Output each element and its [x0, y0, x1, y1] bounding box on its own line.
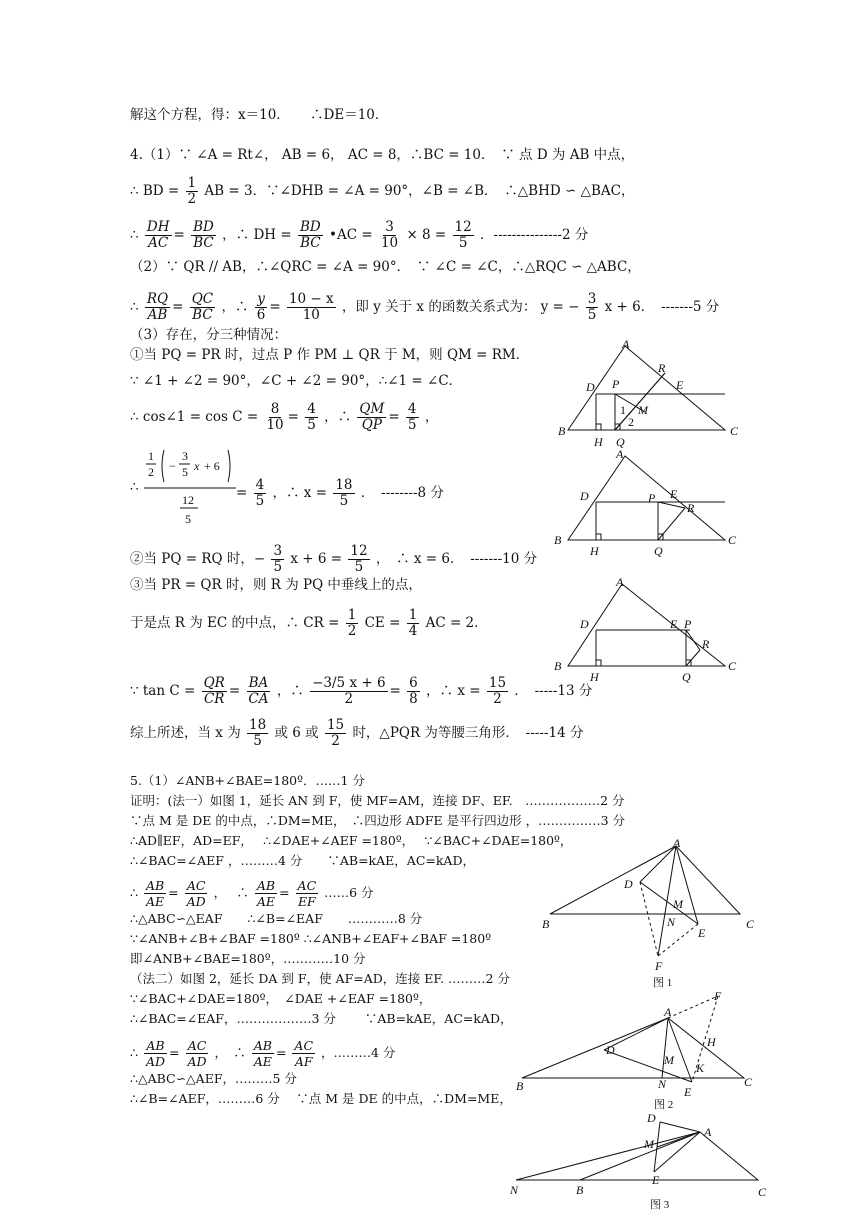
fraction: $\frac{4}{5}$ [255, 477, 265, 509]
svg-text:C: C [758, 1185, 767, 1199]
svg-text:图 1: 图 1 [653, 977, 673, 989]
text-line: ∵ ∠1 + ∠2 = 90°，∠C + ∠2 = 90°，∴∠1 = ∠C． [130, 373, 463, 389]
text-seg: CE = [364, 615, 401, 631]
svg-text:+ 6: + 6 [204, 459, 220, 473]
svg-text:F: F [714, 989, 722, 1003]
text-line: 证明：(法一）如图 1，延长 AN 到 F，使 MF=AM，连接 DF、EF. ………………2 分 [130, 793, 625, 808]
figure-1 [540, 836, 770, 992]
svg-text:2: 2 [628, 415, 634, 429]
text-line: （法二）如图 2，延长 DA 到 F，使 AF=AD，连接 EF. ………2 分 [130, 971, 510, 986]
svg-text:M: M [644, 1137, 654, 1151]
text-line: ∴ cos∠1 = cos C = $\frac{8}{10}$ = $\frac{4}{5}$ ，∴ $\frac{QM}{QP}$ = $\frac{4}{5}$ ， [130, 401, 439, 433]
text-seg: 综上所述，当 x 为 [130, 725, 241, 741]
fraction: $\frac{AB}{AE}$ [253, 1038, 272, 1069]
svg-text:B: B [516, 1079, 524, 1093]
text-seg: ，即 y 关于 x 的函数关系式为： y = − [341, 299, 580, 315]
fraction: $\frac{6}{8}$ [409, 675, 418, 707]
svg-text:E: E [698, 926, 706, 940]
fraction: $\frac{BA}{CA}$ [248, 675, 269, 707]
text-line: ∵∠ANB+∠B+∠BAF =180º ∴∠ANB+∠EAF+∠BAF =180º [130, 931, 492, 946]
svg-text:H: H [707, 1035, 716, 1049]
svg-text:M: M [673, 897, 683, 911]
fraction: $\frac{18}{5}$ [249, 717, 267, 749]
text-seg: ∴ [130, 885, 138, 900]
svg-text:1: 1 [148, 449, 154, 463]
text-seg: ……6 分 [324, 885, 374, 900]
svg-text:A: A [664, 1005, 672, 1019]
fraction: $\frac{RQ}{AB}$ [146, 291, 169, 323]
text-line [130, 176, 634, 207]
svg-text:Q: Q [654, 544, 663, 558]
fraction: $\frac{3}{5}$ [273, 543, 283, 575]
fraction: $\frac{QM}{QP}$ [359, 401, 385, 433]
svg-text:M: M [664, 1053, 674, 1067]
svg-text:D: D [647, 1112, 656, 1125]
text-seg: 时，△PQR 为等腰三角形． -----14 分 [352, 725, 584, 741]
text-seg: 或 6 或 [274, 725, 319, 741]
text-line: = $\frac{4}{5}$ ，∴ x = $\frac{18}{5}$ ． --------8 分 [236, 477, 444, 509]
svg-text:E: E [652, 1173, 660, 1187]
fraction: $\frac{12}{5}$ [454, 219, 472, 251]
svg-text:5: 5 [182, 465, 188, 479]
text-line: 即∠ANB+∠BAE=180º，…………10 分 [130, 951, 366, 966]
fraction: $\frac{4}{5}$ [407, 401, 417, 433]
figure-case3 [550, 574, 750, 686]
fraction: $\frac{AC}{AF}$ [294, 1038, 314, 1069]
text-seg: ∴ cos∠1 = cos C = [130, 409, 259, 425]
svg-text:x: x [194, 459, 200, 473]
text-line: （3）存在，分三种情况： [130, 327, 288, 343]
text-line: ∴ $\frac{DH}{AC}$ = $\frac{BD}{BC}$ ，∴ DH = $\frac{BD}{BC}$ •AC = $\frac{3}{10}$ × 8 = $\frac{12}{5}$ ．---------------2 分 [130, 219, 589, 251]
svg-text:P: P [648, 491, 656, 505]
svg-text:N: N [667, 915, 676, 929]
text-seg: × 8 = [406, 227, 447, 243]
svg-text:Q: Q [682, 670, 691, 684]
fraction: $\frac{AB}{AE}$ [256, 878, 276, 909]
text-line: ∴∠BAC=∠AEF ，………4 分 ∵AB=kAE，AC=kAD， [130, 853, 475, 868]
figure-2 [512, 988, 762, 1112]
fraction: $\frac{-3/5 x + 6}{2}$ [312, 675, 386, 707]
text-line: ∴ $\frac{AB}{AD}$ = $\frac{AC}{AD}$ ， ∴ $\frac{AB}{AE}$ = $\frac{AC}{AF}$ ，………4 分 [130, 1038, 396, 1069]
text-seg: ，∴ [324, 409, 352, 425]
fraction: $\frac{QC}{BC}$ [191, 291, 214, 323]
svg-text:图 3: 图 3 [650, 1199, 670, 1211]
svg-text:D: D [624, 877, 633, 891]
svg-text:A: A [704, 1125, 712, 1139]
text-seg: x + 6 = [290, 551, 343, 567]
fraction: $\frac{3}{10}$ [380, 219, 399, 251]
text-line: ∴AD∥EF，AD=EF， ∴∠DAE+∠AEF =180º， ∵∠BAC+∠DAE=180º， [130, 833, 573, 848]
svg-text:F: F [655, 959, 663, 973]
text-line: ∴△ABC∽△EAF ∴∠B=∠EAF …………8 分 [130, 911, 423, 926]
svg-text:A: A [673, 836, 681, 850]
text-line: ∴ $\frac{AB}{AE}$ = $\frac{AC}{AD}$ ， ∴ $\frac{AB}{AE}$ = $\frac{AC}{EF}$ ……6 分 [130, 878, 374, 909]
text-seg: ，∴ x = [426, 683, 481, 699]
fraction: $\frac{8}{10}$ [266, 401, 284, 433]
fraction: $\frac{AC}{AD}$ [186, 878, 206, 909]
text-seg: ． --------8 分 [360, 485, 444, 501]
svg-text:E: E [670, 617, 678, 631]
svg-text:R: R [687, 501, 695, 515]
fraction: $\frac{QR}{CR}$ [203, 675, 225, 707]
svg-text:C: C [746, 917, 755, 931]
text-line [130, 544, 537, 575]
text-seg: ∴ [130, 299, 139, 315]
text-seg: ，∴ x = [272, 485, 328, 501]
fraction: $\frac{DH}{AC}$ [146, 219, 170, 251]
svg-text:1: 1 [620, 403, 626, 417]
text-seg: •AC = [329, 227, 373, 243]
text-line: ∴△ABC∽△AEF，………5 分 [130, 1071, 297, 1086]
svg-text:A: A [616, 448, 624, 461]
svg-text:D: D [580, 617, 589, 631]
svg-text:12: 12 [182, 493, 194, 507]
fraction: $\frac{BD}{BC}$ [299, 219, 321, 251]
svg-text:B: B [576, 1183, 584, 1197]
label: A [622, 337, 630, 351]
text-seg: ， [424, 409, 439, 425]
text-line: （2）∵ QR // AB，∴∠QRC = ∠A = 90°． ∵ ∠C = ∠C，∴△RQC ∽ △ABC， [130, 259, 641, 275]
fraction: $\frac{10 - x}{10}$ [288, 291, 334, 323]
text-seg: ． -----13 分 [514, 683, 593, 699]
fraction: $\frac{1}{2}$ [187, 175, 197, 207]
text-line: ∵点 M 是 DE 的中点，∴DM=ME， ∴四边形 ADFE 是平行四边形 ，……………3 分 [130, 813, 626, 828]
svg-text:B: B [558, 424, 566, 438]
text-line: ∴∠BAC=∠EAF，………………3 分 ∵AB=kAE，AC=kAD， [130, 1011, 513, 1026]
fraction: $\frac{18}{5}$ [335, 477, 353, 509]
svg-text:E: E [684, 1085, 692, 1099]
text-seg: x + 6． -------5 分 [604, 299, 720, 315]
svg-text:E: E [676, 378, 684, 392]
svg-text:3: 3 [182, 449, 188, 463]
text-line: ∵ tan C = $\frac{QR}{CR}$ = $\frac{BA}{CA}$ ，∴ $\frac{-3/5 x + 6}{2}$ = $\frac{6}{8}$ ，∴ x = $\frac{15}{2}$ ． -----13 分 [130, 675, 593, 707]
fraction: $\frac{4}{5}$ [307, 401, 316, 433]
svg-text:P: P [684, 617, 692, 631]
svg-text:D: D [606, 1043, 615, 1057]
text-line: 5.（1）∠ANB+∠BAE=180º．……1 分 [130, 773, 365, 788]
svg-text:M: M [638, 403, 648, 417]
text-seg: ，∴ DH = [222, 227, 292, 243]
text-line: ③当 PR = QR 时，则 R 为 PQ 中垂线上的点， [130, 577, 422, 593]
text-line: ∴∠B=∠AEF，………6 分 ∵点 M 是 DE 的中点，∴DM=ME， [130, 1091, 512, 1106]
svg-text:H: H [590, 670, 599, 684]
text-line: 4.（1）∵ ∠A = Rt∠， AB = 6， AC = 8，∴BC = 10． ∵ 点 D 为 AB 中点， [130, 147, 635, 163]
svg-text:B: B [542, 917, 550, 931]
svg-text:B: B [554, 659, 562, 673]
text-seg: ， ∴ x = 6． -------10 分 [375, 551, 538, 567]
fraction: $\frac{AB}{AE}$ [145, 878, 165, 909]
svg-text:D: D [586, 380, 595, 394]
text-seg: ∵ tan C = [130, 683, 196, 699]
text-seg: AB = 3．∵∠DHB = ∠A = 90°，∠B = ∠B． ∴△BHD ∽ △BAC， [204, 183, 635, 199]
text-seg: ②当 PQ = RQ 时，− [130, 551, 266, 567]
svg-text:K: K [696, 1061, 705, 1075]
text-seg: ， ∴ [213, 885, 249, 900]
svg-text:H: H [590, 544, 599, 558]
svg-text:C: C [728, 533, 737, 547]
text-line: ∴ [130, 479, 139, 495]
text-seg: ．---------------2 分 [480, 227, 589, 243]
fraction: $\frac{1}{2}$ [347, 607, 357, 639]
text-seg: ，∴ [221, 299, 249, 315]
fraction: $\frac{1}{4}$ [408, 607, 418, 639]
svg-text:R: R [658, 361, 666, 375]
svg-text:R: R [702, 637, 710, 651]
svg-text:N: N [510, 1183, 519, 1197]
text-seg: ∴ [130, 1045, 138, 1060]
text-line: ∴ $\frac{RQ}{AB}$ = $\frac{QC}{BC}$ ，∴ $\frac{y}{6}$ = $\frac{10 - x}{10}$ ，即 y 关于 x 的函数关系式为： y = − $\frac{3}{5}$ x + 6． -------5 分 [130, 291, 720, 323]
text-line: ∵∠BAC+∠DAE=180º， ∠DAE +∠EAF =180º， [130, 991, 432, 1006]
svg-text:5: 5 [185, 512, 191, 526]
fraction: $\frac{y}{6}$ [256, 291, 266, 323]
svg-text:N: N [658, 1077, 667, 1091]
text-seg: AC = 2． [425, 615, 488, 631]
text-line [130, 718, 583, 749]
text-line: 解这个方程，得：x＝10． ∴DE＝10． [130, 107, 389, 123]
figure-case2 [550, 448, 750, 560]
svg-text:A: A [616, 575, 624, 589]
svg-text:H: H [594, 435, 603, 448]
text-seg: ，∴ [276, 683, 304, 699]
text-seg: ， ∴ [214, 1045, 246, 1060]
text-seg: 于是点 R 为 EC 的中点，∴ CR = [130, 615, 340, 631]
svg-text:P: P [612, 377, 620, 391]
text-seg: ，………4 分 [321, 1045, 396, 1060]
svg-text:2: 2 [148, 465, 154, 479]
text-line [130, 608, 488, 639]
text-seg: ∴ [130, 227, 139, 243]
fraction: $\frac{BD}{BC}$ [193, 219, 214, 251]
svg-text:C: C [744, 1075, 753, 1089]
text-seg: ∴ BD = [130, 183, 180, 199]
figure-3 [504, 1112, 774, 1212]
svg-text:D: D [580, 489, 589, 503]
fraction: $\frac{15}{2}$ [326, 717, 345, 749]
fraction: $\frac{AC}{EF}$ [297, 878, 317, 909]
fraction: $\frac{3}{5}$ [587, 291, 597, 323]
svg-text:Q: Q [616, 435, 625, 448]
fraction: $\frac{AB}{AD}$ [145, 1038, 165, 1069]
svg-text:C: C [730, 424, 739, 438]
text-line: ①当 PQ = PR 时，过点 P 作 PM ⊥ QR 于 M，则 QM = RM． [130, 347, 530, 363]
fraction: $\frac{AC}{AD}$ [187, 1038, 207, 1069]
svg-text:E: E [670, 487, 678, 501]
svg-text:−: − [169, 459, 176, 473]
svg-text:C: C [728, 659, 737, 673]
fraction: $\frac{15}{2}$ [488, 675, 507, 707]
svg-text:图 2: 图 2 [654, 1099, 674, 1111]
compound-fraction [144, 440, 248, 530]
svg-text:B: B [554, 533, 562, 547]
fraction: $\frac{12}{5}$ [350, 543, 368, 575]
figure-case1 [550, 336, 750, 448]
